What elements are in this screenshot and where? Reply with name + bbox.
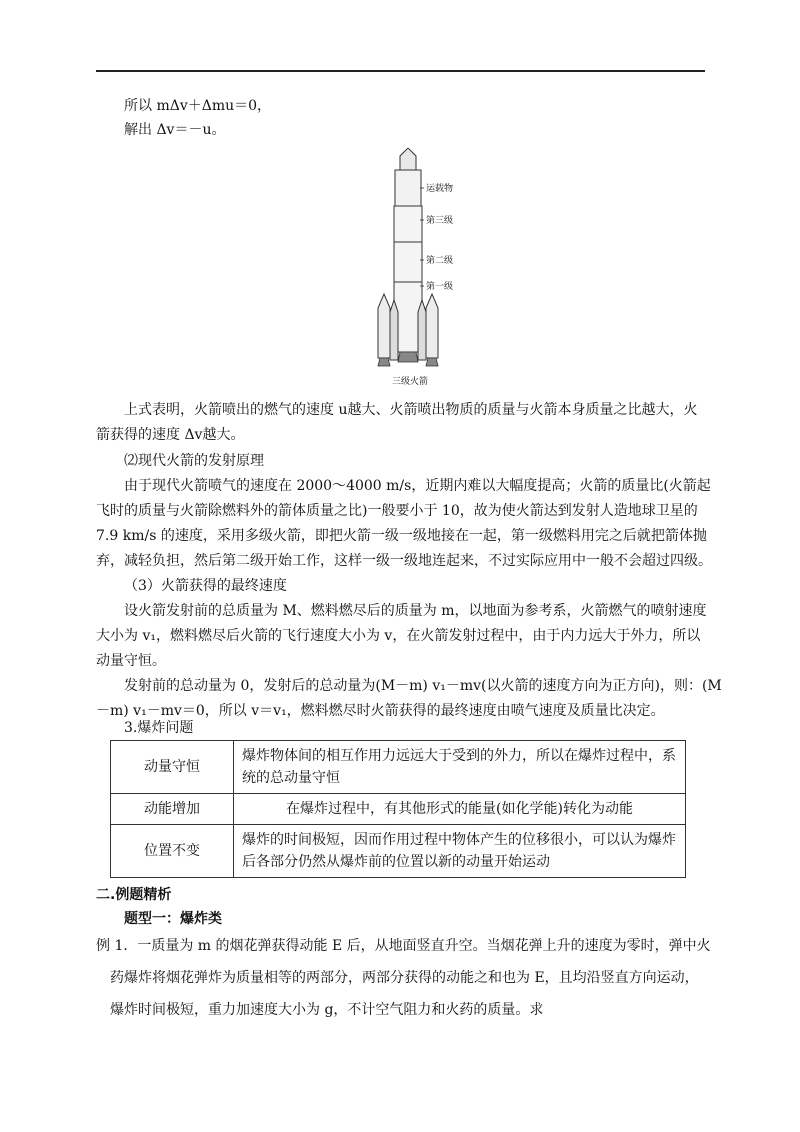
type-heading: 题型一：爆炸类 [124,911,222,927]
table-value-line1: 爆炸的时间极短，因而作用过程中物体产生的位移很小，可以认为爆炸 [242,832,676,848]
explosion-table [110,740,686,878]
heading-final-speed: （3）火箭获得的最终速度 [124,578,287,594]
para1-line2: 箭获得的速度 Δv越大。 [96,427,245,443]
section-heading: 二.例题精析 [96,887,172,903]
example-line3: 爆炸时间极短，重力加速度大小为 g，不计空气阻力和火药的质量。求 [110,1002,544,1018]
rocket-booster-inner-left [390,300,398,360]
table-value: 在爆炸过程中，有其他形式的能量(如化学能)转化为动能 [234,794,686,825]
para2-line3: 7.9 km/s 的速度，采用多级火箭，即把火箭一级一级地接在一起，第一级燃料用完之后就把箭体抛 [96,528,707,544]
para2-line1: 由于现代火箭喷气的速度在 2000～4000 m/s，近期内难以大幅度提高；火箭的质量比(火箭起 [124,478,711,494]
table-value-line2: 统的总动量守恒 [242,770,340,786]
table-key: 动能增加 [111,794,234,825]
rocket-diagram [370,148,480,388]
rocket-label-payload: 运载物 [426,184,454,194]
heading-modern-principle: ⑵现代火箭的发射原理 [124,453,264,469]
para4-line2: －m) v₁－mv＝0，所以 v＝v₁，燃料燃尽时火箭获得的最终速度由喷气速度及质量比决定。 [96,703,665,719]
para2-line4: 弃，减轻负担，然后第二级开始工作，这样一级一级地连起来，不过实际应用中一般不会超过四级。 [96,553,712,569]
table-row [111,741,686,794]
rocket-payload [395,170,421,206]
rocket-stage-3 [394,206,422,242]
rocket-booster-right [426,294,438,358]
rocket-stage-2 [394,242,422,282]
table-value [234,825,686,878]
solution-line: 解出 Δv＝－u。 [124,122,226,138]
rocket-nose [400,148,416,170]
table-value [234,741,686,794]
table-row [111,825,686,878]
rocket-label-stage1: 第一级 [426,282,454,292]
para4-line1: 发射前的总动量为 0，发射后的总动量为(M－m) v₁－mv(以火箭的速度方向为正方向)，则：(M [124,678,722,694]
para3-line3: 动量守恒。 [96,653,166,669]
rocket-caption: 三级火箭 [392,377,429,387]
heading-explosion: 3.爆炸问题 [124,720,194,736]
table-key: 动量守恒 [111,741,234,794]
rocket-figure [370,148,480,388]
rocket-booster-left [378,294,390,358]
header-rule [96,70,705,72]
rocket-label-stage3: 第三级 [426,216,454,226]
table-value-line1: 爆炸物体间的相互作用力远远大于受到的外力，所以在爆炸过程中，系 [242,748,676,764]
example-line2: 药爆炸将烟花弹炸为质量相等的两部分，两部分获得的动能之和也为 E，且均沿竖直方向运动， [110,970,699,986]
table-row [111,794,686,825]
para2-line2: 飞时的质量与火箭除燃料外的箭体质量之比)一般要小于 10，故为使火箭达到发射人造地球卫星的 [96,503,698,519]
formula-line: 所以 mΔv＋Δmu＝0， [124,98,272,114]
table-key: 位置不变 [111,825,234,878]
rocket-booster-inner-right [418,300,426,360]
table-value-line2: 后各部分仍然从爆炸前的位置以新的动量开始运动 [242,854,550,870]
para1-line1: 上式表明，火箭喷出的燃气的速度 u越大、火箭喷出物质的质量与火箭本身质量之比越大，火 [124,402,698,418]
example-line1: 例 1．一质量为 m 的烟花弹获得动能 E 后，从地面竖直升空。当烟花弹上升的速度为零时，弹中火 [96,938,711,954]
para3-line1: 设火箭发射前的总质量为 M、燃料燃尽后的质量为 m，以地面为参考系，火箭燃气的喷射速度 [124,603,707,619]
para3-line2: 大小为 v₁，燃料燃尽后火箭的飞行速度大小为 v，在火箭发射过程中，由于内力远大于外力，所以 [96,628,701,644]
rocket-label-stage2: 第二级 [426,256,454,266]
